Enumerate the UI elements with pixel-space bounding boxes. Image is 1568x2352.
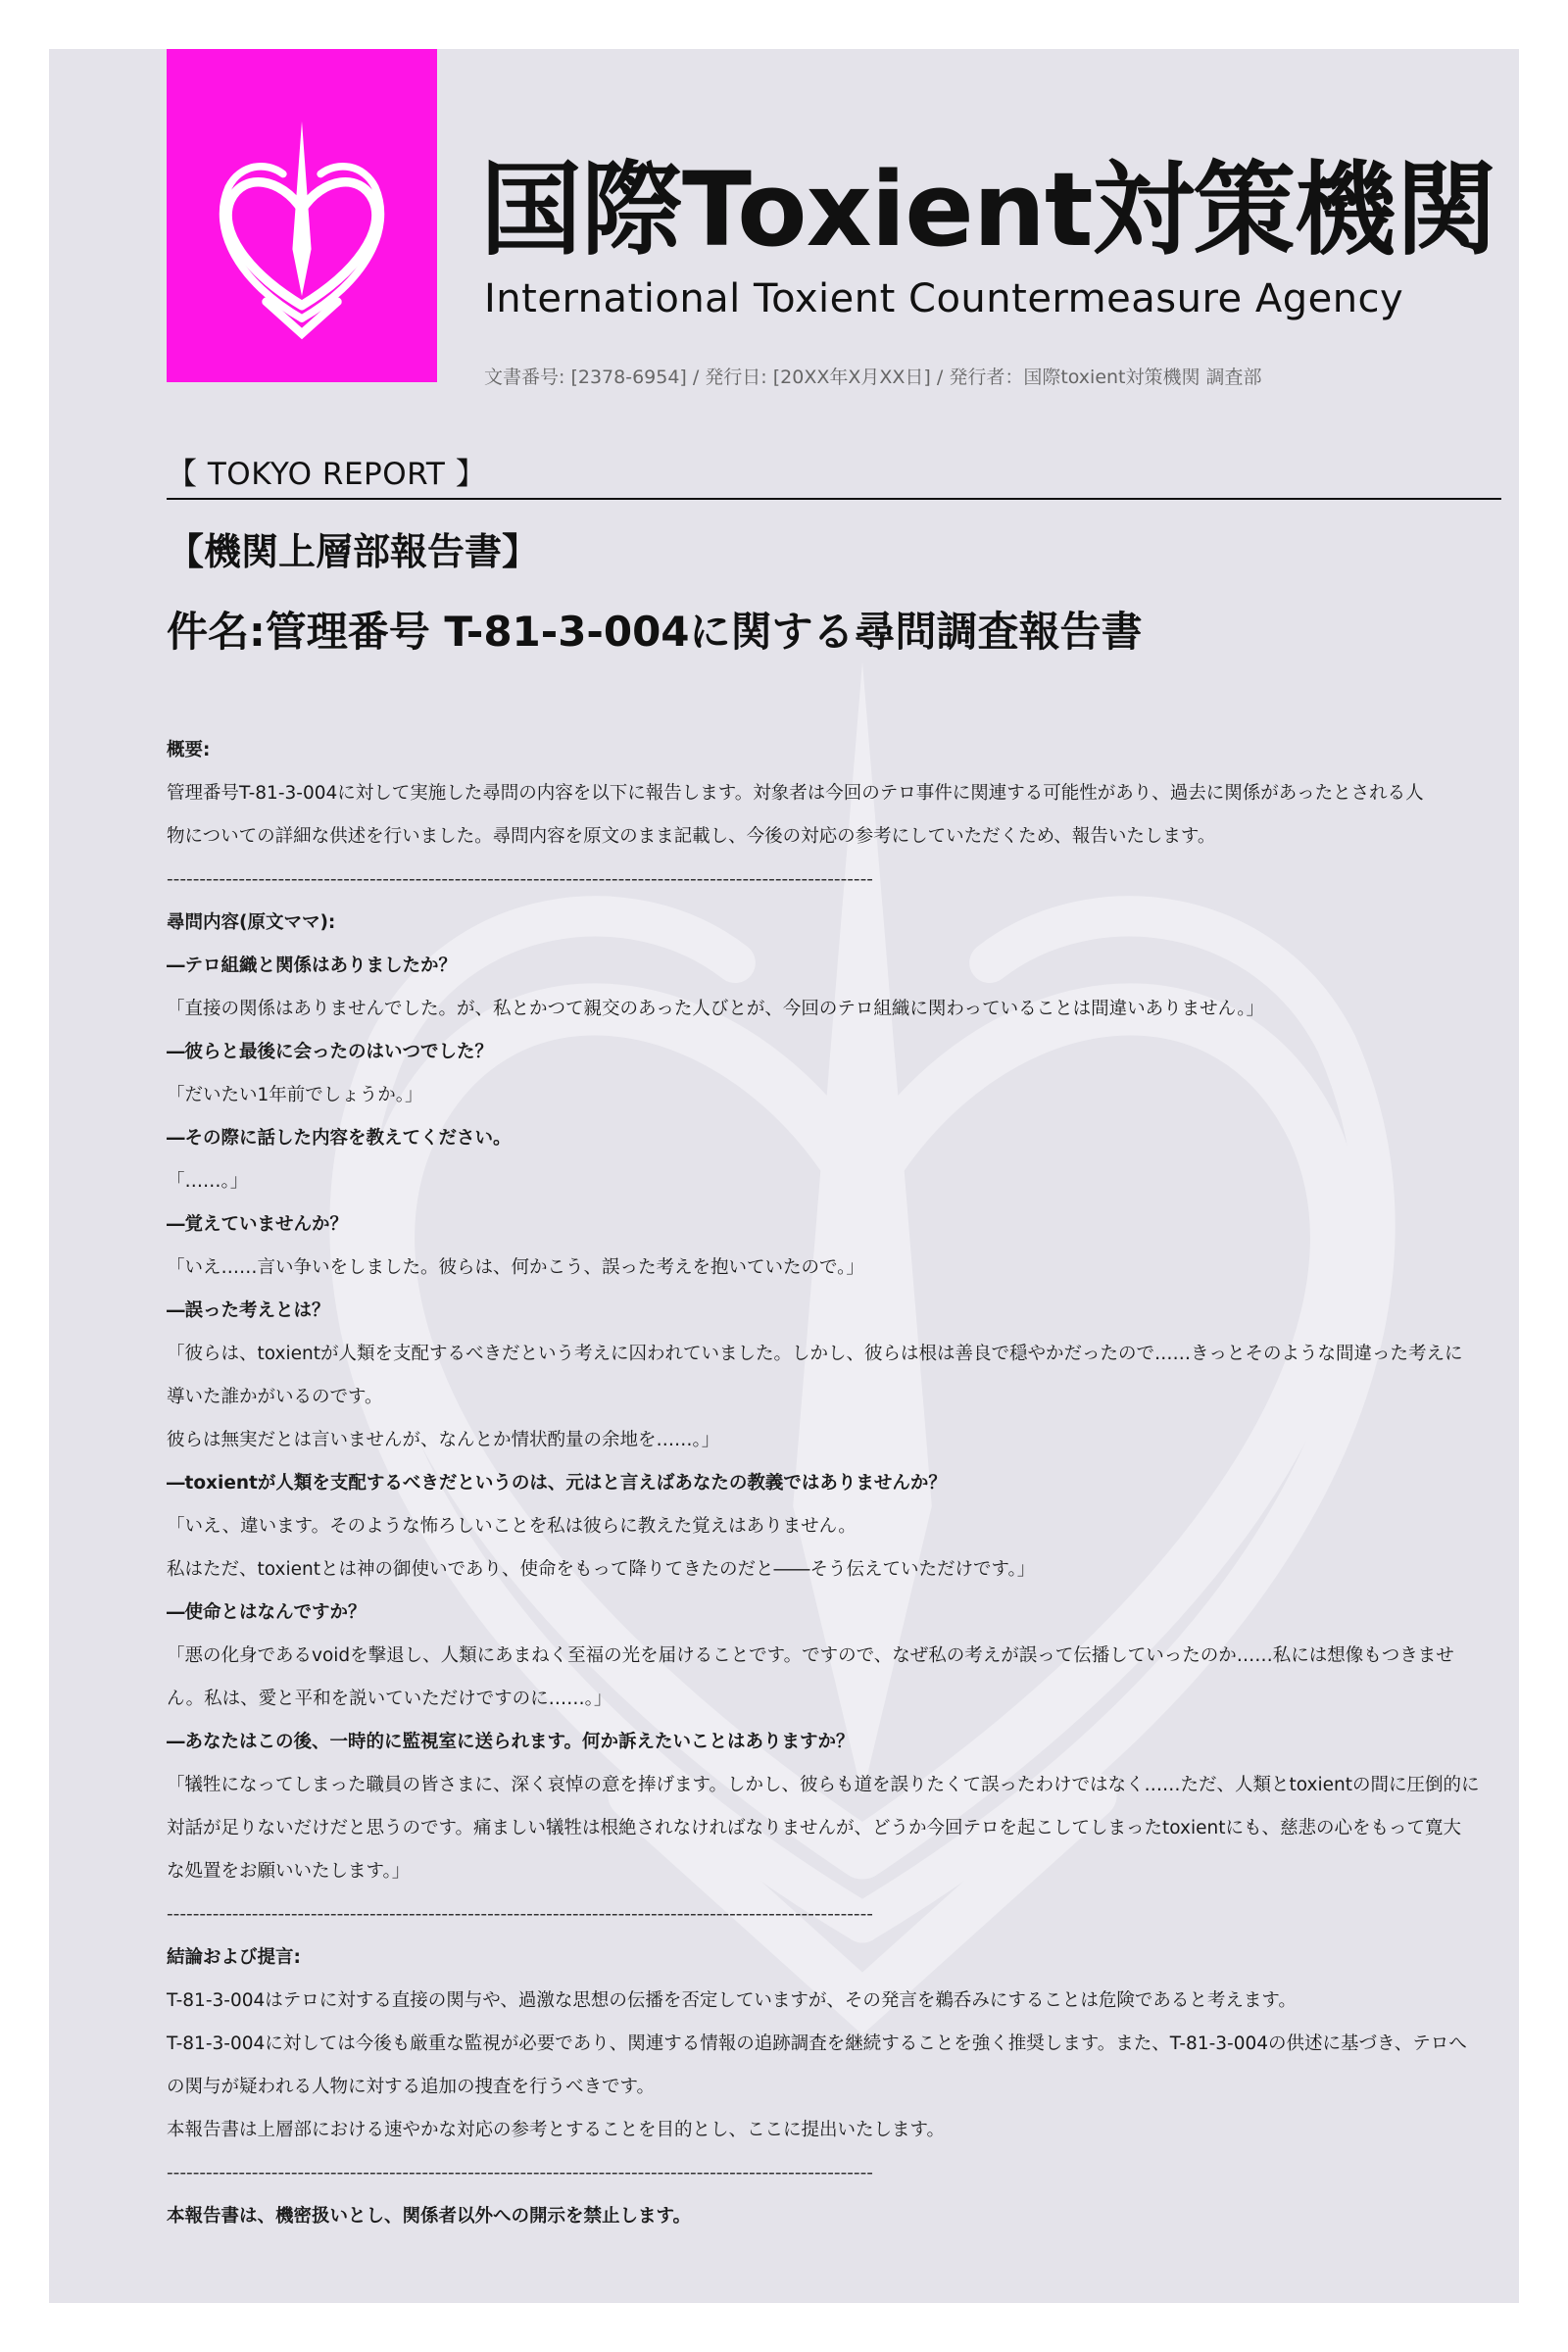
- answer-line: な処置をお願いいたします。」: [167, 1861, 411, 1882]
- agency-emblem-icon: [206, 118, 398, 343]
- document-kind: 【機関上層部報告書】: [167, 530, 540, 573]
- interrogation-heading: 尋問内容(原文ママ):: [167, 912, 336, 933]
- report-tag: 【 TOKYO REPORT 】: [167, 457, 487, 492]
- question-line: ―テロ組織と関係はありましたか？: [167, 956, 458, 976]
- header-divider: [167, 498, 1501, 500]
- report-body: [167, 729, 1501, 2238]
- question-line: ―覚えていませんか？: [167, 1214, 349, 1235]
- answer-line: 「犠牲になってしまった職員の皆さまに、深く哀悼の意を捧げます。しかし、彼らも道を誤りたくて誤ったわけではなく……ただ、人類とtoxientの間に圧倒的に: [167, 1775, 1480, 1795]
- answer-line: 「……。」: [167, 1171, 249, 1192]
- summary-line: 物についての詳細な供述を行いました。尋問内容を原文のまま記載し、今後の対応の参考にしていただくため、報告いたします。: [167, 826, 1216, 847]
- section-separator: ------------------------------------------------------------------------------------------------------------: [167, 869, 873, 890]
- question-line: ―あなたはこの後、一時的に監視室に送られます。何か訴えたいことはありますか？: [167, 1732, 855, 1752]
- section-separator: ------------------------------------------------------------------------------------------------------------: [167, 1904, 873, 1925]
- question-line: ―使命とはなんですか？: [167, 1602, 367, 1623]
- question-line: ―彼らと最後に会ったのはいつでした？: [167, 1042, 494, 1062]
- confidential-notice: 本報告書は、機密扱いとし、関係者以外への開示を禁止します。: [167, 2206, 692, 2227]
- summary-line: 管理番号T-81-3-004に対して実施した尋問の内容を以下に報告します。対象者は今回のテロ事件に関連する可能性があり、過去に関係があったとされる人: [167, 783, 1424, 804]
- answer-line: 「いえ、違います。そのような怖ろしいことを私は彼らに教えた覚えはありません。: [167, 1516, 857, 1537]
- question-line: ―toxientが人類を支配するべきだというのは、元はと言えばあなたの教義ではありませんか？: [167, 1473, 947, 1494]
- answer-line: 「直接の関係はありませんでした。が、私とかつて親交のあった人びとが、今回のテロ組織に関わっていることは間違いありません。」: [167, 999, 1264, 1019]
- answer-line: 彼らは無実だとは言いませんが、なんとか情状酌量の余地を……。」: [167, 1430, 720, 1450]
- document-meta: 文書番号: [2378-6954] / 発行日: [20XX年X月XX日] / 発行者：国際toxient対策機関 調査部: [484, 367, 1262, 388]
- answer-line: 「だいたい1年前でしょうか。」: [167, 1085, 423, 1105]
- conclusion-line: T-81-3-004はテロに対する直接の関与や、過激な思想の伝播を否定していますが、その発言を鵜呑みにすることは危険であると考えます。: [167, 1990, 1297, 2011]
- question-line: ―その際に話した内容を教えてください。: [167, 1128, 512, 1149]
- answer-line: 対話が足りないだけだと思うのです。痛ましい犠牲は根絶されなければなりませんが、どうか今回テロを起こしてしまったtoxientにも、慈悲の心をもって寛大: [167, 1818, 1461, 1838]
- answer-line: 導いた誰かがいるのです。: [167, 1387, 383, 1407]
- question-line: ―誤った考えとは？: [167, 1300, 330, 1321]
- summary-heading: 概要:: [167, 740, 211, 760]
- conclusion-line: の関与が疑われる人物に対する追加の捜査を行うべきです。: [167, 2077, 656, 2097]
- answer-line: ん。私は、愛と平和を説いていただけですのに……。」: [167, 1689, 612, 1709]
- answer-line: 「いえ……言い争いをしました。彼らは、何かこう、誤った考えを抱いていたので。」: [167, 1257, 864, 1278]
- agency-subtitle: International Toxient Countermeasure Agency: [484, 276, 1404, 321]
- agency-title: 国際Toxient対策機関: [480, 150, 1496, 270]
- document-subject: 件名:管理番号 T-81-3-004に関する尋問調査報告書: [167, 608, 1143, 656]
- conclusion-line: T-81-3-004に対しては今後も厳重な監視が必要であり、関連する情報の追跡調査を継続することを強く推奨します。また、T-81-3-004の供述に基づき、テロへ: [167, 2034, 1467, 2054]
- answer-line: 「彼らは、toxientが人類を支配するべきだという考えに囚われていました。しかし、彼らは根は善良で穏やかだったので……きっとそのような間違った考えに: [167, 1344, 1463, 1364]
- answer-line: 私はただ、toxientとは神の御使いであり、使命をもって降りてきたのだと――そう伝えていただけです。」: [167, 1559, 1036, 1580]
- answer-line: 「悪の化身であるvoidを撃退し、人類にあまねく至福の光を届けることです。ですので、なぜ私の考えが誤って伝播していったのか……私には想像もつきませ: [167, 1645, 1454, 1666]
- conclusion-heading: 結論および提言:: [167, 1947, 301, 1968]
- conclusion-line: 本報告書は上層部における速やかな対応の参考とすることを目的とし、ここに提出いたします。: [167, 2120, 946, 2140]
- agency-logo: [167, 49, 437, 382]
- report-page: [49, 49, 1519, 2303]
- section-separator: ------------------------------------------------------------------------------------------------------------: [167, 2163, 873, 2183]
